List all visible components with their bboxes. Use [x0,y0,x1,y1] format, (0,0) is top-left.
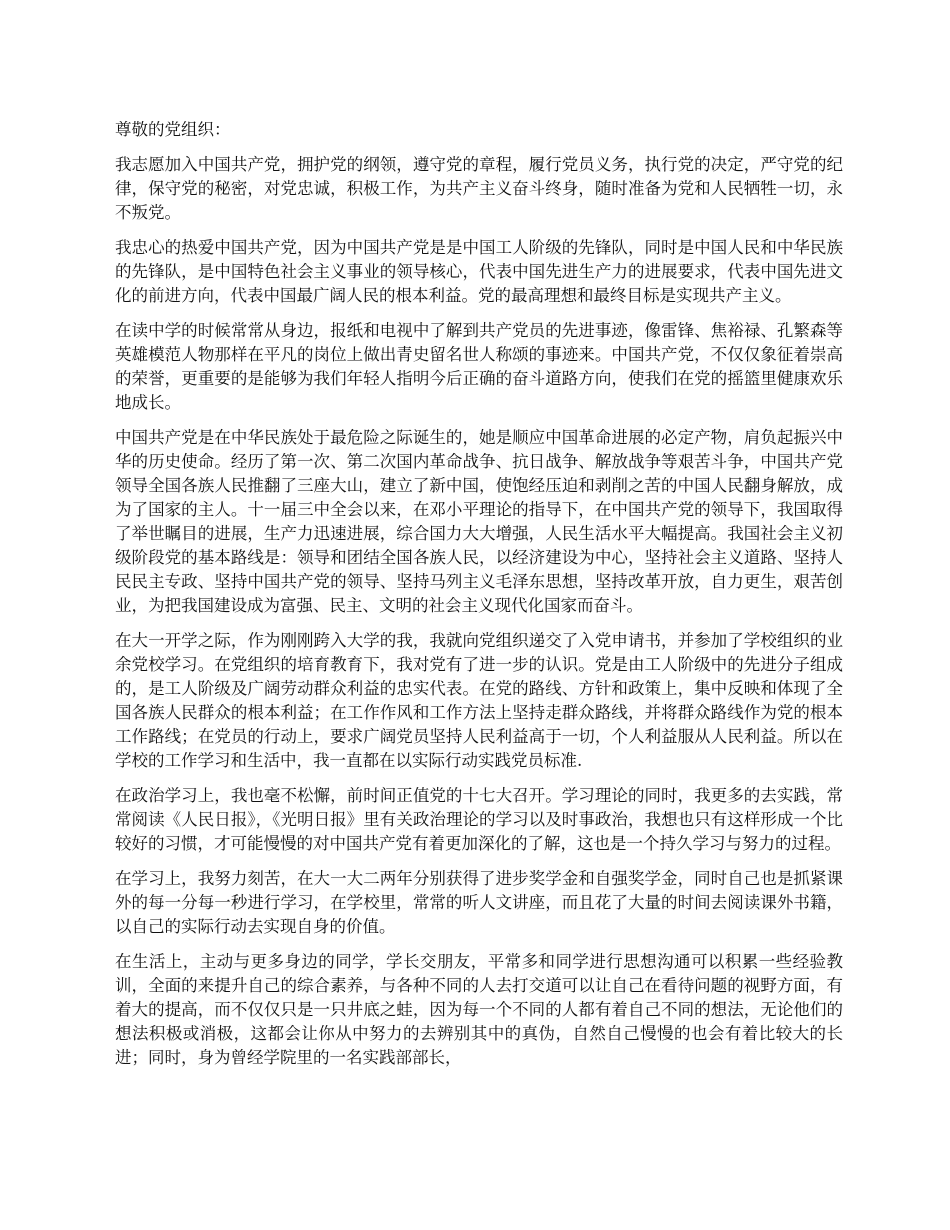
paragraph-daily-life: 在生活上，主动与更多身边的同学，学长交朋友，平常多和同学进行思想沟通可以积累一些经验教训，全面的来提升自己的综合素养，与各种不同的人去打交道可以让自己在看待问题的视野方面，有着大的提高，而不仅仅只是一只井底之蛙，因为每一个不同的人都有着自己不同的想法，无论他们的想法积极或消极，这都会让你从中努力的去辨别其中的真伪，自然自己慢慢的也会有着比较大的长进；同时，身为曾经学院里的一名实践部部长， [115,952,843,1067]
paragraph-university-application: 在大一开学之际，作为刚刚跨入大学的我，我就向党组织递交了入党申请书，并参加了学校组织的业余党校学习。在党组织的培育教育下，我对党有了进一步的认识。党是由工人阶级中的先进分子组成的，是工人阶级及广阔劳动群众利益的忠实代表。在党的路线、方针和政策上，集中反映和体现了全国各族人民群众的根本利益；在工作作风和工作方法上坚持走群众路线，并将群众路线作为党的根本工作路线；在党员的行动上，要求广阔党员坚持人民利益高于一切，个人利益服从人民利益。所以在学校的工作学习和生活中，我一直都在以实际行动实践党员标准. [115,631,843,770]
paragraph-pledge: 我志愿加入中国共产党，拥护党的纲领，遵守党的章程，履行党员义务，执行党的决定，严守党的纪律，保守党的秘密，对党忠诚，积极工作，为共产主义奋斗终身，随时准备为党和人民牺牲一切，永不叛党。 [115,155,843,222]
paragraph-academic-study: 在学习上，我努力刻苦，在大一大二两年分别获得了进步奖学金和自强奖学金，同时自己也是抓紧课外的每一分每一秒进行学习，在学校里，常常的听人文讲座，而且花了大量的时间去阅读课外书籍，以自己的实际行动去实现自身的价值。 [115,869,843,936]
paragraph-political-study: 在政治学习上，我也毫不松懈，前时间正值党的十七大召开。学习理论的同时，我更多的去实践，常常阅读《人民日报》，《光明日报》里有关政治理论的学习以及时事政治，我想也只有这样形成一个比较好的习惯，才可能慢慢的对中国共产党有着更加深化的了解，这也是一个持久学习与努力的过程。 [115,786,843,853]
paragraph-love-for-party: 我忠心的热爱中国共产党，因为中国共产党是是中国工人阶级的先锋队，同时是中国人民和中华民族的先锋队，是中国特色社会主义事业的领导核心，代表中国先进生产力的进展要求，代表中国先进文化的前进方向，代表中国最广阔人民的根本利益。党的最高理想和最终目标是实现共产主义。 [115,238,843,305]
paragraph-middle-school: 在读中学的时候常常从身边，报纸和电视中了解到共产党员的先进事迹，像雷锋、焦裕禄、孔繁森等英雄模范人物那样在平凡的岗位上做出青史留名世人称颂的事迹来。中国共产党，不仅仅象征着崇高的荣誉，更重要的是能够为我们年轻人指明今后正确的奋斗道路方向，使我们在党的摇篮里健康欢乐地成长。 [115,321,843,412]
document-page [115,118,843,1081]
paragraph-party-history: 中国共产党是在中华民族处于最危险之际诞生的，她是顺应中国革命进展的必定产物，肩负起振兴中华的历史使命。经历了第一次、第二次国内革命战争、抗日战争、解放战争等艰苦斗争，中国共产党领导全国各族人民推翻了三座大山，建立了新中国，使饱经压迫和剥削之苦的中国人民翻身解放，成为了国家的主人。十一届三中全会以来，在邓小平理论的指导下，在中国共产党的领导下，我国取得了举世瞩目的进展，生产力迅速进展，综合国力大大增强，人民生活水平大幅提高。我国社会主义初级阶段党的基本路线是：领导和团结全国各族人民，以经济建设为中心，坚持社会主义道路、坚持人民民主专政、坚持中国共产党的领导、坚持马列主义毛泽东思想，坚持改革开放，自力更生，艰苦创业，为把我国建设成为富强、民主、文明的社会主义现代化国家而奋斗。 [115,428,843,615]
salutation: 尊敬的党组织： [115,120,231,139]
